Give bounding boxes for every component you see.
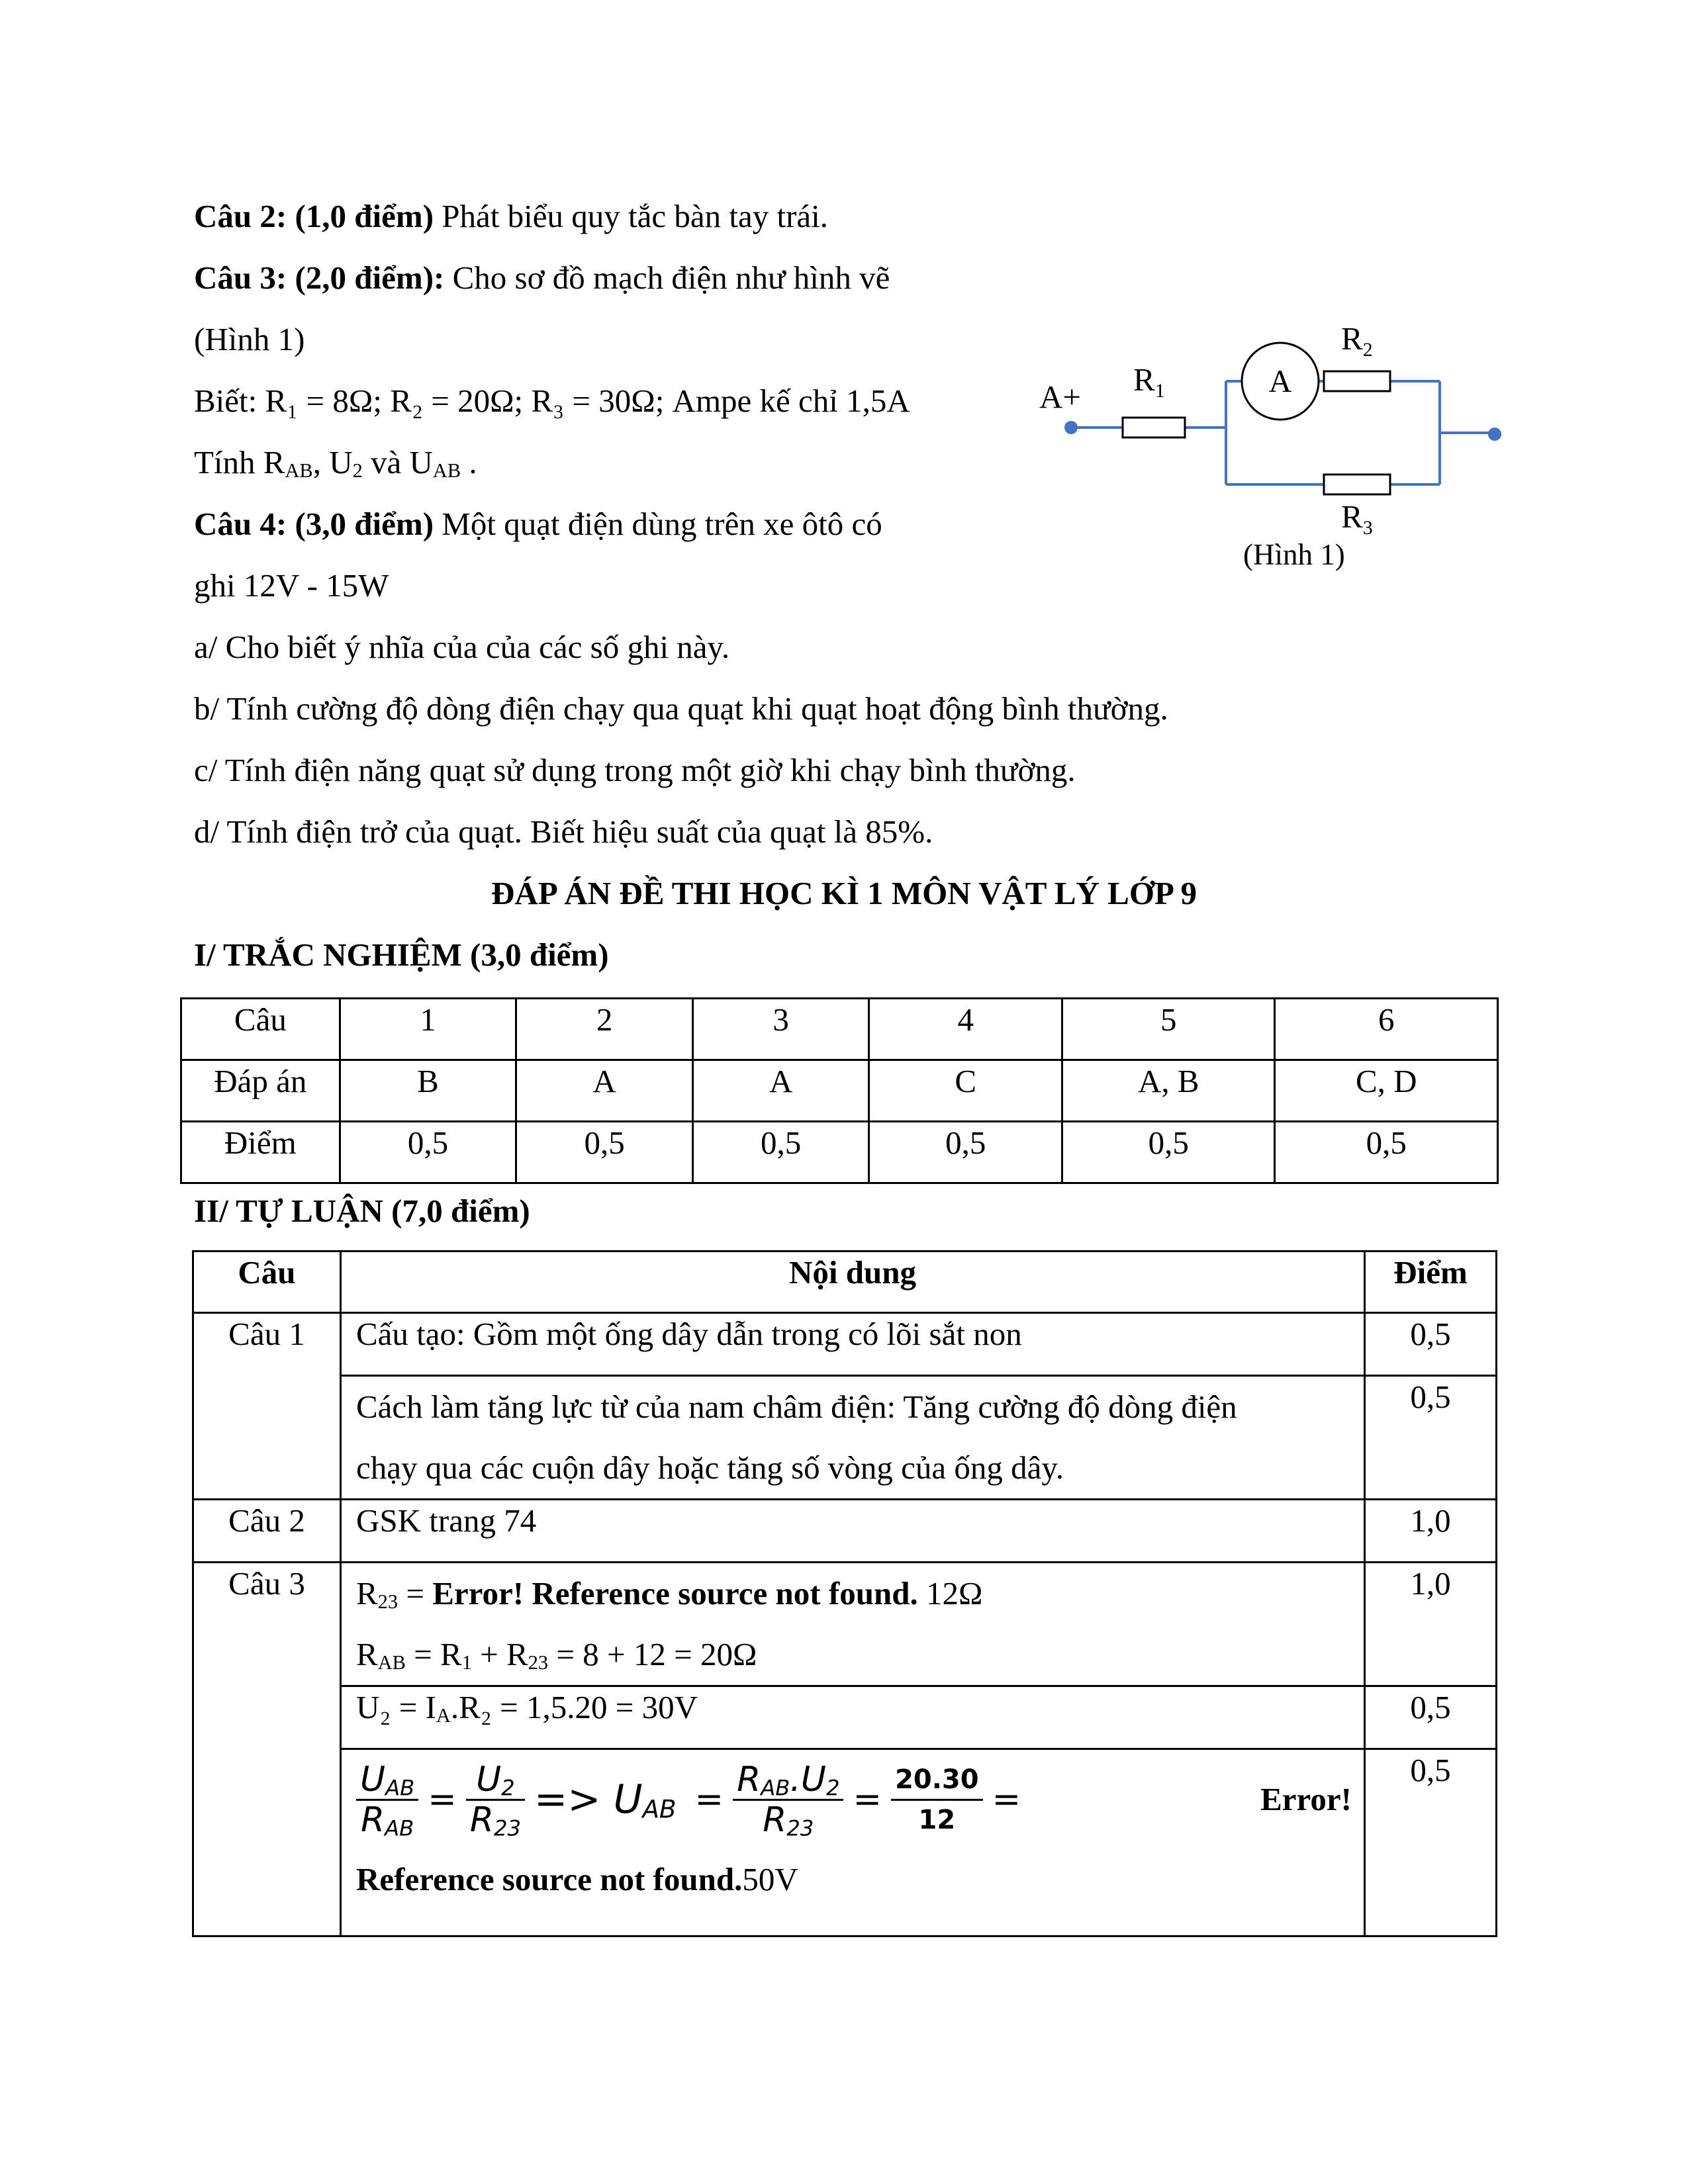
cau-2-score: 1,0 — [1365, 1500, 1497, 1563]
essay-header-row — [193, 1251, 1497, 1313]
formula-result: Reference source not found.50V — [356, 1861, 798, 1897]
question-4-line-2: ghi 12V - 15W — [194, 567, 389, 604]
cau-3-content-2: $U_2 = I_A.R_2 = 1,5.20 = 30V$ — [341, 1686, 1365, 1749]
question-3-line-2: (Hình 1) — [194, 321, 305, 357]
resistor-r3 — [1324, 475, 1390, 494]
answer-title: ĐÁP ÁN ĐỀ THI HỌC KÌ 1 MÔN VẬT LÝ LỚP 9 — [491, 875, 1197, 911]
r1-label: $R_1$ — [1133, 361, 1165, 402]
resistor-r1 — [1123, 418, 1185, 437]
table-cell: 0,5 — [1062, 1122, 1275, 1183]
cau-3-content-3 — [341, 1749, 1365, 1936]
ammeter-label: A — [1268, 364, 1292, 399]
multiple-choice-table — [180, 997, 1499, 1184]
cau-1-score-2: 0,5 — [1365, 1376, 1497, 1500]
table-cell: B — [340, 1060, 516, 1122]
header-noi-dung: Nội dung — [341, 1251, 1365, 1313]
r2-label: $R_2$ — [1341, 320, 1373, 361]
question-4-c: c/ Tính điện năng quạt sử dụng trong một giờ khi chạy bình thường. — [194, 752, 1076, 788]
terminal-a-label: A+ — [1039, 379, 1082, 415]
resistor-r2 — [1324, 371, 1390, 391]
question-4-line-1: Câu 4: (3,0 điểm) Một quạt điện dùng trên xe ôtô có — [194, 506, 882, 542]
question-4-d: d/ Tính điện trở của quạt. Biết hiệu suất của quạt là 85%. — [194, 813, 933, 850]
cau-3-score-1: 1,0 — [1365, 1563, 1497, 1686]
cau-1-label: Câu 1 — [193, 1313, 341, 1500]
table-cell: 6 — [1275, 999, 1498, 1060]
table-row — [193, 1563, 1497, 1686]
table-cell: 2 — [516, 999, 693, 1060]
table-row — [181, 999, 1498, 1060]
cau-1-content-2: Cách làm tăng lực từ của nam châm điện: Tăng cường độ dòng điện chạy qua các cuộn dây hoặc tăng số vòng của ống dây. — [341, 1376, 1365, 1500]
cau-3-label: Câu 3 — [193, 1563, 341, 1936]
row-header-cell: Câu — [181, 999, 340, 1060]
table-row — [193, 1686, 1497, 1749]
question-3-line-1: Câu 3: (2,0 điểm): Cho sơ đồ mạch điện như hình vẽ — [194, 259, 890, 296]
cau-1-content-1: Cấu tạo: Gồm một ống dây dẫn trong có lõi sắt non — [341, 1313, 1365, 1376]
circuit-diagram — [1026, 311, 1516, 589]
table-cell: 5 — [1062, 999, 1275, 1060]
table-cell: A, B — [1062, 1060, 1275, 1122]
r3-label: $R_3$ — [1341, 498, 1373, 539]
cau-2-label: Câu 2 — [193, 1500, 341, 1563]
table-row — [193, 1500, 1497, 1563]
question-3-find: Tính $R_{AB}$, $U_2$ và $U_{AB}$ . — [194, 444, 477, 482]
question-2: Câu 2: (1,0 điểm) Phát biểu quy tắc bàn tay trái. — [194, 198, 829, 234]
section-2-title: II/ TỰ LUẬN (7,0 điểm) — [194, 1193, 530, 1229]
table-cell: 0,5 — [340, 1122, 516, 1183]
cau-2-content: GSK trang 74 — [341, 1500, 1365, 1563]
cau-3-content-1: $R_{23}$ = Error! Reference source not found. 12Ω $R_{AB} = R_1 + R_{23} = 8 + 12 = 20\Omega$ — [341, 1563, 1365, 1686]
cau-3-score-3: 0,5 — [1365, 1749, 1497, 1936]
table-cell: C, D — [1275, 1060, 1498, 1122]
terminal-b-dot — [1488, 428, 1501, 441]
table-cell: 3 — [692, 999, 869, 1060]
essay-table — [192, 1250, 1497, 1937]
table-cell: 1 — [340, 999, 516, 1060]
table-cell: 0,5 — [516, 1122, 693, 1183]
question-3-given: Biết: R₁ = 8Ω; R₂ = 20Ω; R₃ = 30Ω; Ampe kế chỉ 1,5A — [194, 383, 910, 419]
table-cell: 0,5 — [869, 1122, 1062, 1183]
table-cell: 0,5 — [692, 1122, 869, 1183]
table-cell: A — [692, 1060, 869, 1122]
table-row — [181, 1060, 1498, 1122]
table-cell: 4 — [869, 999, 1062, 1060]
row-header-cell: Đáp án — [181, 1060, 340, 1122]
table-cell: 0,5 — [1275, 1122, 1498, 1183]
terminal-a-dot — [1064, 421, 1078, 434]
section-1-title: I/ TRẮC NGHIỆM (3,0 điểm) — [194, 936, 609, 973]
table-row — [193, 1376, 1497, 1500]
figure-caption: (Hình 1) — [1243, 538, 1345, 571]
table-row — [193, 1313, 1497, 1376]
question-4-b: b/ Tính cường độ dòng điện chạy qua quạt khi quạt hoạt động bình thường. — [194, 690, 1168, 727]
table-row — [181, 1122, 1498, 1183]
mc-table-body — [181, 999, 1498, 1183]
table-cell: A — [516, 1060, 693, 1122]
table-row — [193, 1749, 1497, 1936]
header-diem: Điểm — [1365, 1251, 1497, 1313]
cau-1-score-1: 0,5 — [1365, 1313, 1497, 1376]
table-cell: C — [869, 1060, 1062, 1122]
cau-3-score-2: 0,5 — [1365, 1686, 1497, 1749]
formula-uab: $\frac{U_{AB}}{R_{AB}}$ = $\frac{U_2}{R_{23}}$ => $U_{AB}$ = $\frac{R_{AB}.U_2}{R_{23}}$ = $\frac{20.30}{12}$ = Error! — [356, 1750, 1352, 1849]
row-header-cell: Điểm — [181, 1122, 340, 1183]
question-4-a: a/ Cho biết ý nhĩa của của các số ghi này. — [194, 629, 730, 665]
header-cau: Câu — [193, 1251, 341, 1313]
